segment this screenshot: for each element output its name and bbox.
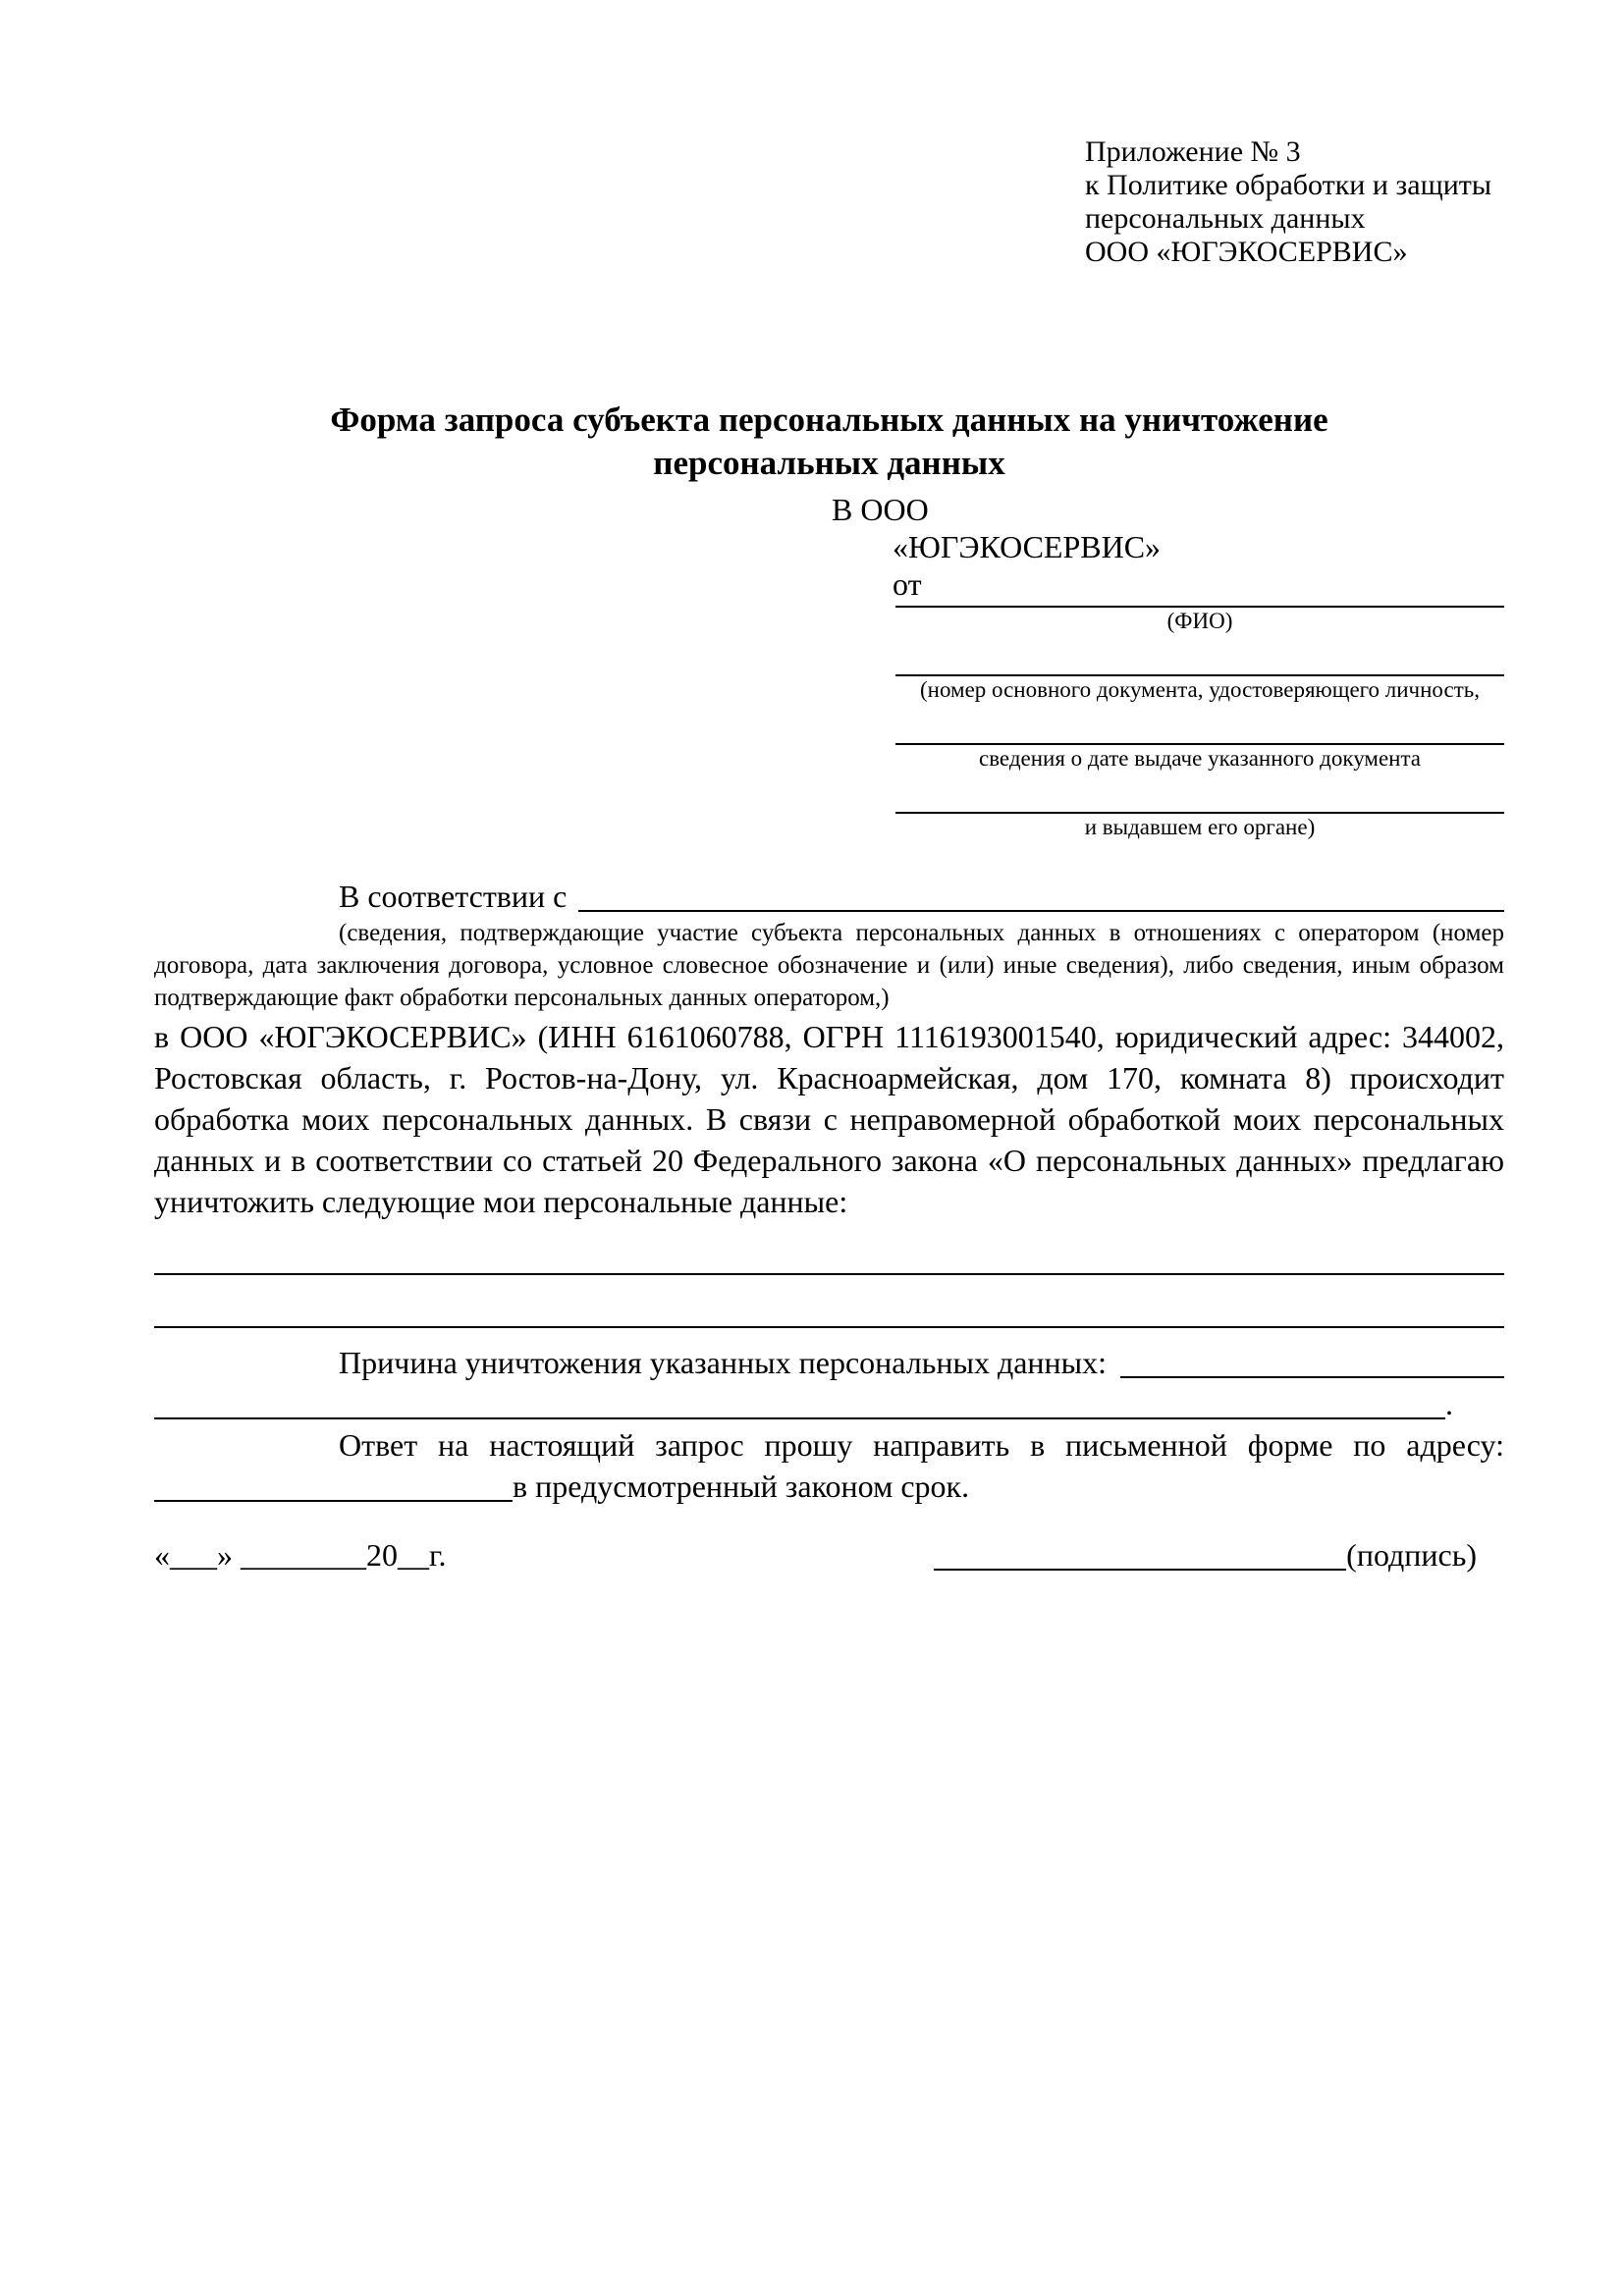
recipient-block — [832, 491, 1504, 603]
recipient-from-label: от — [893, 566, 922, 602]
doc-number-blank-line — [895, 634, 1504, 676]
signature-blank-line — [934, 1534, 1346, 1571]
appendix-line: к Политике обработки и защиты — [1085, 169, 1492, 201]
data-blank-line-2 — [154, 1275, 1504, 1328]
reason-line — [154, 1342, 1504, 1383]
form-title-line2: персональных данных — [653, 444, 1005, 482]
footer-row — [154, 1534, 1504, 1575]
fio-field — [895, 603, 1504, 634]
reason-continuation-blank — [154, 1383, 1445, 1419]
signature-label: (подпись) — [1346, 1537, 1477, 1573]
accordance-blank-line — [578, 876, 1504, 912]
issue-date-field — [895, 703, 1504, 772]
form-title — [154, 399, 1504, 485]
body-paragraph: в ООО «ЮГЭКОСЕРВИС» (ИНН 6161060788, ОГРН 1116193001540, юридический адрес: 344002, Ростовская область, г. Ростов-на-Дону, ул. Красноармейская, дом 170, комната 8) происходит обработка моих персональных данных. В связи с неправомерной обработкой моих персональных данных и в соответствии со статьей 20 Федерального закона «О персональных данных» предлагаю уничтожить следующие мои персональные данные: — [154, 1019, 1504, 1219]
reply-tail: в предусмотренный законом срок. — [513, 1468, 970, 1504]
reply-line: Ответ на настоящий запрос прошу направить в письменной форме по адресу: — [339, 1427, 1504, 1463]
recipient-to-prefix: В ООО — [832, 492, 929, 527]
doc-number-field — [895, 634, 1504, 703]
accordance-lead: В соответствии с — [339, 879, 568, 914]
doc-number-label: (номер основного документа, удостоверяющего личность, — [919, 677, 1480, 702]
reason-lead: Причина уничтожения указанных персональных данных: — [339, 1345, 1108, 1380]
fio-label: (ФИО) — [1166, 609, 1233, 633]
reason-blank-line — [1120, 1342, 1504, 1378]
reply-address-line — [154, 1466, 1504, 1507]
signature-group — [934, 1534, 1477, 1575]
appendix-line: ООО «ЮГЭКОСЕРВИС» — [1085, 236, 1408, 268]
appendix-line: Приложение № 3 — [1085, 135, 1301, 168]
issue-date-label: сведения о дате выдаче указанного документа — [978, 746, 1422, 771]
issue-org-label: и выдавшем его органе) — [1084, 815, 1316, 839]
data-blank-line-1 — [154, 1222, 1504, 1275]
issue-date-blank-line — [895, 703, 1504, 745]
date-blank: «___» ________20__г. — [154, 1537, 447, 1573]
requester-fields — [895, 603, 1504, 840]
reason-end-punct: . — [1445, 1386, 1453, 1421]
recipient-org-name: «ЮГЭКОСЕРВИС» — [893, 529, 1162, 564]
appendix-line: персональных данных — [1085, 202, 1366, 235]
reply-address-blank — [154, 1466, 513, 1502]
accordance-line — [154, 876, 1504, 917]
reason-continuation-line — [154, 1383, 1504, 1424]
form-title-line1: Форма запроса субъекта персональных данных на уничтожение — [330, 400, 1328, 439]
issue-org-blank-line — [895, 772, 1504, 814]
appendix-block — [1085, 135, 1504, 269]
accordance-note: (сведения, подтверждающие участие субъекта персональных данных в отношениях с оператором (номер договора, дата заключения договора, условное словесное обозначение и (или) иные сведения), либо сведения, иным образом подтверждающие факт обработки персональных данных оператором,) — [154, 920, 1504, 1011]
issue-org-field — [895, 772, 1504, 840]
